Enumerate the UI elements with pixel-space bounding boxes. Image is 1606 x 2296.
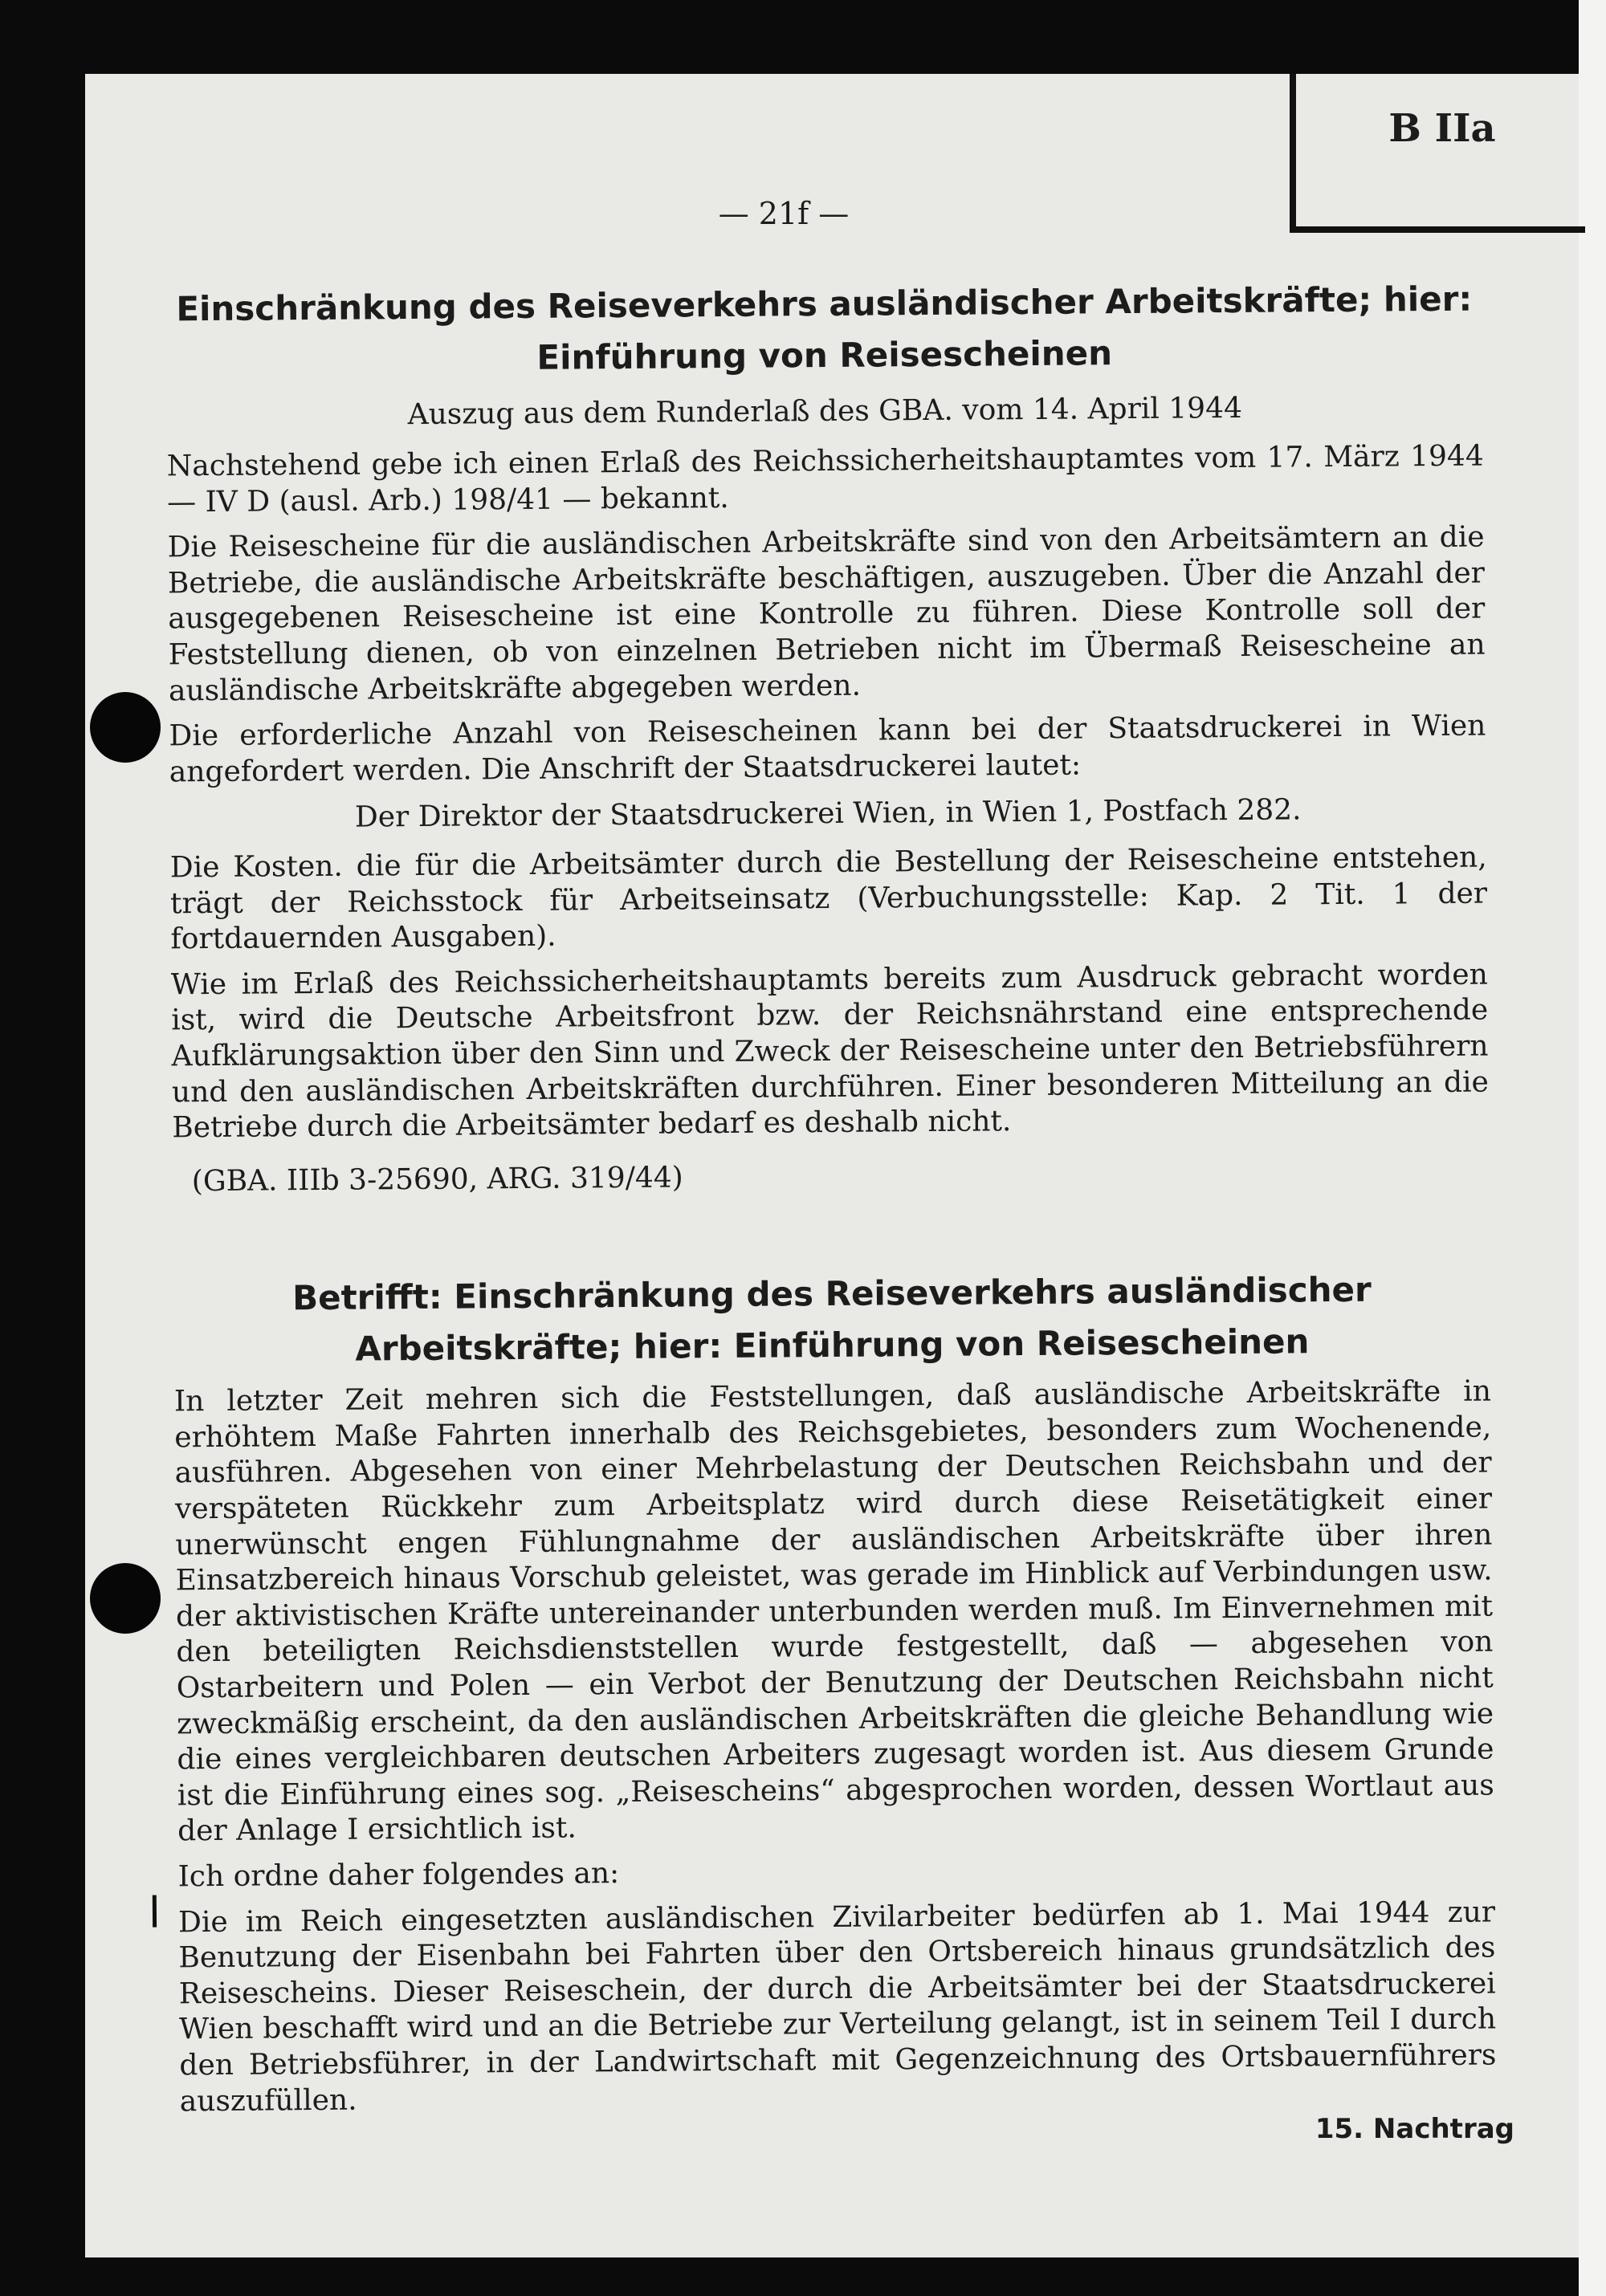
section1-paragraph-3: Die erforderliche Anzahl von Reisescheinen kann bei der Staatsdruckerei in Wien angefordert werden. Die Anschrift der Staatsdruckerei lautet:	[169, 709, 1486, 789]
section1-paragraph-5: Wie im Erlaß des Reichssicherheitshauptamts bereits zum Ausdruck gebracht worden ist, wird die Deutsche Arbeitsfront bzw. der Reichsnährstand eine entsprechende Aufklärungsaktion über den Sinn und Zweck der Reisescheine unter den Betriebsführern und den ausländischen Arbeitskräften durchführen. Einer besonderen Mitteilung an die Betriebe durch die Arbeitsämter bedarf es deshalb nicht.	[170, 958, 1490, 1145]
punch-hole-lower	[90, 1563, 161, 1634]
section2-paragraph-2: Ich ordne daher folgendes an:	[177, 1857, 620, 1894]
punch-hole-upper	[90, 692, 161, 763]
scan-border	[1579, 0, 1606, 2296]
section-gap	[173, 1190, 1490, 1274]
page-number: — 21f —	[718, 196, 850, 231]
supplement-note: 15. Nachtrag	[1315, 2113, 1514, 2145]
section1-paragraph-2: Die Reisescheine für die ausländischen Arbeitskräfte sind von den Arbeitsämtern an die Betriebe, die ausländische Arbeitskräfte beschäftigen, auszugeben. Über die Anzahl der ausgegebenen Reisescheine ist eine Kontrolle zu führen. Diese Kontrolle soll der Feststellung dienen, ob von einzelnen Betrieben nicht im Übermaß Reisescheine an ausländische Arbeitskräfte abgegeben werden.	[167, 520, 1486, 707]
section1-title: Einschränkung des Reiseverkehrs ausländischer Arbeitskräfte; hier: Einführung von Reisescheinen	[176, 279, 1473, 377]
section1-subtitle: Auszug aus dem Runderlaß des GBA. vom 14. April 1944	[407, 391, 1243, 432]
section1-paragraph-4: Die Kosten. die für die Arbeitsämter durch die Bestellung der Reisescheine entstehen, trägt der Reichsstock für Arbeitseinsatz (Verbuchungsstelle: Kap. 2 Tit. 1 der fortdauernden Ausgaben).	[169, 841, 1488, 956]
section2-paragraph-3: Die im Reich eingesetzten ausländischen Zivilarbeiter bedürfen ab 1. Mai 1944 zur Benutzung der Eisenbahn bei Fahrten über den Ortsbereich hinaus grundsätzlich des Reisescheins. Dieser Reiseschein, der durch die Arbeitsämter bei der Staatsdruckerei Wien beschafft wird und an die Betriebe zur Verteilung gelangt, ist in seinem Teil I durch den Betriebsführer, in der Landwirtschaft mit Gegenzeichnung des Ortsbauernführers auszufüllen.	[177, 1895, 1497, 2118]
margin-mark	[153, 1895, 157, 1928]
document-body	[165, 274, 1497, 2130]
section-label: B IIa	[1388, 106, 1496, 151]
section2-paragraph-1: In letzter Zeit mehren sich die Feststellungen, daß ausländische Arbeitskräfte in erhöhtem Maße Fahrten innerhalb des Reichsgebietes, besonders zum Wochenende, ausführen. Abgesehen von einer Mehrbelastung der Deutschen Reichsbahn und der verspäteten Rückkehr zum Arbeitsplatz wird durch diese Reisetätigkeit einer unerwünscht engen Fühlungnahme der ausländischen Arbeitskräfte über ihren Einsatzbereich hinaus Vorschub geleistet, was gerade im Hinblick auf Verbindungen usw. der aktivistischen Kräfte untereinander unterbunden werden muß. Im Einvernehmen mit den beteiligten Reichsdienststellen wurde festgestellt, daß — abgesehen von Ostarbeitern und Polen — ein Verbot der Benutzung der Deutschen Reichsbahn nicht zweckmäßig erscheint, da den ausländischen Arbeitskräften die gleiche Behandlung wie die eines vergleichbaren deutschen Arbeiters zugesagt worden ist. Aus diesem Grunde ist die Einführung eines sog. „Reisescheins“ abgesprochen worden, dessen Wortlaut aus der Anlage I ersichtlich ist.	[173, 1374, 1494, 1848]
document-page	[85, 74, 1579, 2257]
section2-title: Betrifft: Einschränkung des Reiseverkehrs ausländischer Arbeitskräfte; hier: Einführung von Reisescheinen	[291, 1269, 1372, 1369]
section1-paragraph-1: Nachstehend gebe ich einen Erlaß des Reichssicherheitshauptamtes vom 17. März 1944 — IV D (ausl. Arb.) 198/41 — bekannt.	[166, 439, 1484, 519]
section1-reference: (GBA. IIIb 3-25690, ARG. 319/44)	[191, 1161, 683, 1198]
printing-office-address: Der Direktor der Staatsdruckerei Wien, in Wien 1, Postfach 282.	[354, 793, 1302, 834]
